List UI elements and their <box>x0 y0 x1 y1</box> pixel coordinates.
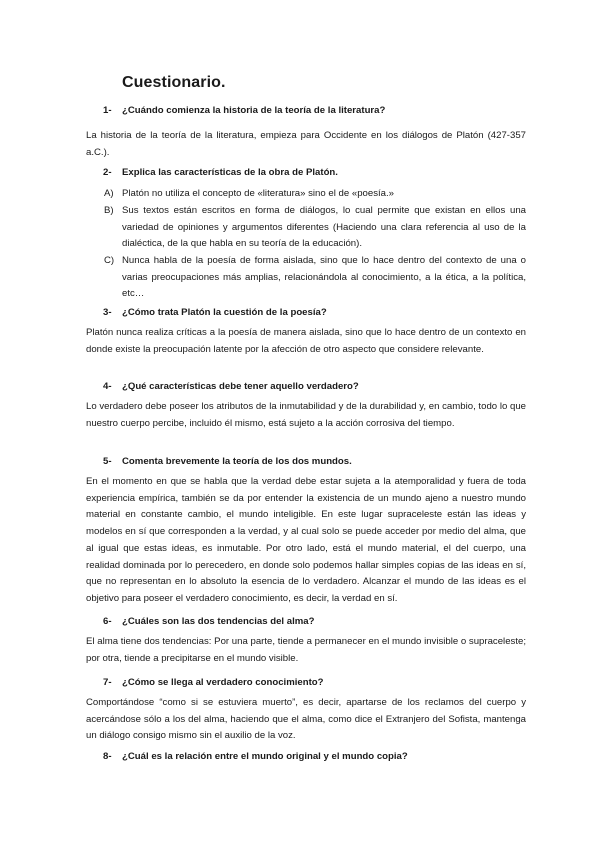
question-2 <box>103 167 338 178</box>
answer-7: Comportándose “como si se estuviera muerto”, es decir, apartarse de los reclamos del cuerpo y acercándose sólo a los del alma, haciendo que el alma, como dice el Extranjero del Sofista, mantenga un diálogo consigo mismo sin el auxilio de la voz. <box>86 697 526 742</box>
question-text: ¿Cómo trata Platón la cuestión de la poesía? <box>122 307 327 318</box>
question-number: 2- <box>103 167 112 178</box>
list-item-text: Platón no utiliza el concepto de «literatura» sino el de «poesía.» <box>122 188 395 199</box>
question-1 <box>103 105 385 116</box>
question-5 <box>103 456 352 467</box>
question-text: ¿Cuándo comienza la historia de la teoría de la literatura? <box>122 105 386 116</box>
question-number: 3- <box>103 307 112 318</box>
question-7 <box>103 677 324 688</box>
question-text: ¿Cómo se llega al verdadero conocimiento? <box>122 677 324 688</box>
question-text: Explica las características de la obra de Platón. <box>122 167 338 178</box>
question-8 <box>103 751 408 762</box>
question-4 <box>103 381 359 392</box>
question-number: 4- <box>103 381 112 392</box>
answer-6: El alma tiene dos tendencias: Por una parte, tiende a permanecer en el mundo invisible o supraceleste; por otra, tiende a precipitarse en el mundo visible. <box>86 636 526 664</box>
list-marker: A) <box>104 188 114 199</box>
list-item-text: Sus textos están escritos en forma de diálogos, lo cual permite que existan en ellos una variedad de opiniones y argumentos diferentes (Haciendo una clara referencia al uso de la dialéctica, de la que habla en su teoría de la educación). <box>122 205 526 250</box>
list-marker: B) <box>104 205 114 216</box>
question-text: ¿Cuál es la relación entre el mundo original y el mundo copia? <box>122 751 408 762</box>
question-number: 6- <box>103 616 112 627</box>
document-title: Cuestionario. <box>122 74 226 91</box>
list-marker: C) <box>104 255 115 266</box>
question-number: 1- <box>103 105 112 116</box>
question-number: 8- <box>103 751 112 762</box>
answer-3: Platón nunca realiza críticas a la poesía de manera aislada, sino que lo hace dentro de un contexto en donde existe la preocupación latente por la afección de otro aspecto que considere relevante. <box>86 327 526 355</box>
question-number: 5- <box>103 456 112 467</box>
question-text: ¿Cuáles son las dos tendencias del alma? <box>122 616 315 627</box>
question-3 <box>103 307 327 318</box>
answer-4: Lo verdadero debe poseer los atributos de la inmutabilidad y de la durabilidad y, en cambio, todo lo que nuestro cuerpo percibe, incluido él mismo, está sujeto a la acción corrosiva del tiempo. <box>86 401 526 429</box>
question-text: Comenta brevemente la teoría de los dos mundos. <box>122 456 352 467</box>
question-number: 7- <box>103 677 112 688</box>
answer-1: La historia de la teoría de la literatura, empieza para Occidente en los diálogos de Platón (427-357 a.C.). <box>86 130 526 158</box>
list-item-text: Nunca habla de la poesía de forma aislada, sino que lo hace dentro del contexto de una o varias preocupaciones más amplias, relacionándola al conocimiento, a la ética, a la política, etc… <box>122 255 526 300</box>
question-text: ¿Qué características debe tener aquello verdadero? <box>122 381 359 392</box>
question-6 <box>103 616 314 627</box>
answer-5: En el momento en que se habla que la verdad debe estar sujeta a la atemporalidad y fuera de toda experiencia empírica, también se da por entender la existencia de un mundo ajeno a nuestro mundo material en constante cambio, el mundo inteligible. En este lugar supraceleste están las ideas y modelos en sí que corresponden a la verdad, y al cual solo se puede acceder por medio del alma, que al igual que estas ideas, es inmutable. Por otro lado, está el mundo material, el del cuerpo, una realidad dominada por lo perecedero, en donde solo podemos hallar simples copias de las ideas en sí, que no representan en lo absoluto la esencia de lo verdadero. Alcanzar el mundo de las ideas es el objetivo para poseer el verdadero conocimiento, es decir, la verdad en sí. <box>86 476 526 604</box>
